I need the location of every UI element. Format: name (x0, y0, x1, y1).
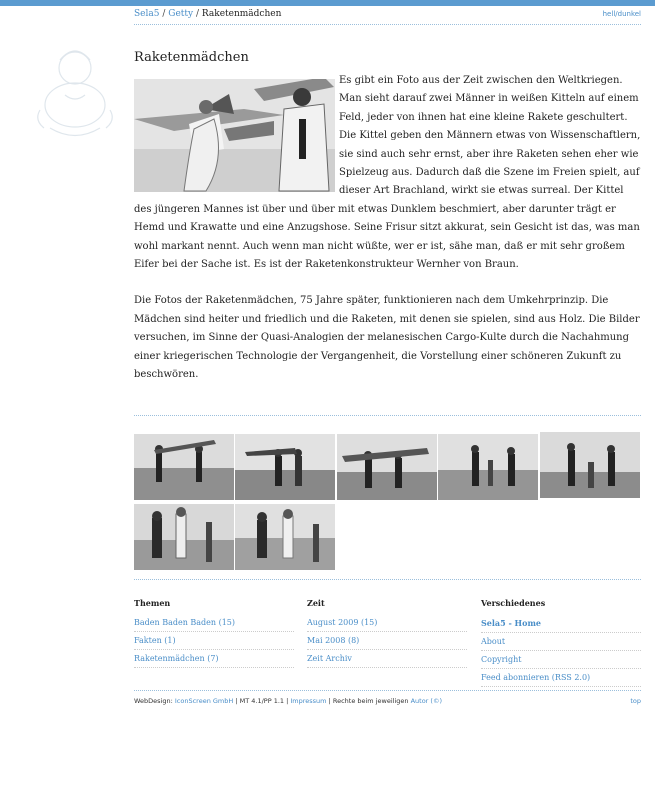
footer-link-baden-baden-baden[interactable] (134, 614, 294, 632)
gallery-thumbnail[interactable] (134, 434, 234, 500)
gallery-thumbnail[interactable] (438, 434, 538, 500)
divider (134, 690, 641, 691)
gallery-thumbnail[interactable] (540, 432, 640, 498)
site-footer (134, 697, 641, 705)
footer-top-link[interactable]: top (630, 697, 641, 705)
gallery-thumbnail[interactable] (337, 434, 437, 500)
theme-switch (603, 10, 641, 18)
footer-heading-verschiedenes: Verschiedenes (481, 598, 546, 608)
theme-dunkel-link[interactable]: dunkel (617, 10, 641, 18)
footer-mt-version: | MT 4.1/PP 1.1 | (235, 697, 289, 705)
footer-link-raketenmaedchen[interactable] (134, 650, 294, 668)
footer-heading-themen: Themen (134, 598, 171, 608)
gallery-thumbnail[interactable] (235, 434, 335, 500)
breadcrumb-separator: / (195, 9, 200, 19)
footer-impressum-link[interactable]: Impressum (290, 697, 327, 705)
footer-link-copyright[interactable] (481, 651, 641, 669)
footer-link-label[interactable]: Copyright (481, 655, 522, 664)
divider (134, 579, 641, 580)
theme-hell-link[interactable]: hell (602, 10, 616, 18)
footer-webdesign-label: WebDesign: (134, 697, 173, 705)
footer-link-label[interactable]: About (481, 637, 506, 646)
footer-autor-link[interactable]: Autor (©) (410, 697, 442, 705)
breadcrumb-getty[interactable]: Getty (168, 9, 194, 19)
breadcrumb (134, 9, 641, 25)
footer-link-label[interactable]: Raketenmädchen (7) (134, 654, 219, 663)
footer-heading-zeit: Zeit (307, 598, 325, 608)
article-paragraph-2: Die Fotos der Raketenmädchen, 75 Jahre später, funktionieren nach dem Umkehrprinzip. Die Mädchen sind heiter und friedlich und die Raketen, mit denen sie spielen, sind aus Holz. Die Bilder versuchen, im Sinne der Quasi-Analogien der melanesischen Cargo-Kulte durch die Nachahmung einer kriegerischen Technologie der Vergangenheit, die Vorstellung einer schöneren Zukunft zu beschwören. (134, 295, 640, 381)
footer-link-about[interactable] (481, 633, 641, 651)
article-paragraph-1: Es gibt ein Foto aus der Zeit zwischen den Weltkriegen. Man sieht darauf zwei Männer in weißen Kitteln auf einem Feld, jeder von ihnen hat eine kleine Rakete geschultert. Die Kittel geben den Männern etwas von Wissenschaftlern, sie sind auch sehr ernst, aber ihre Raketen sehen eher wie Spielzeug aus. Dadurch daß die Szene im Freien spielt, auf dieser Art Brachland, wirkt sie etwas surreal. Der Kittel des jüngeren Mannes ist über und über mit etwas Dunklem beschmiert, aber darunter trägt er Hemd und Krawatte und eine Anzugshose. Seine Frisur sitzt akkurat, sein Gesicht ist das, was man wohl markant nennt. Auch wenn man nicht wüßte, wer er ist, sähe man, daß er mit sehr großem Eifer bei der Sache ist. Es ist der Raketenkonstrukteur Wernher von Braun. (134, 75, 641, 271)
footer-column-verschiedenes (481, 598, 641, 687)
footer-link-label[interactable]: Baden Baden Baden (15) (134, 618, 236, 627)
theme-switch-separator: / (615, 10, 618, 18)
footer-link-label[interactable]: Zeit Archiv (307, 654, 352, 663)
gallery-thumbnail[interactable] (134, 504, 234, 570)
footer-column-themen (134, 598, 294, 668)
breadcrumb-current: Raketenmädchen (201, 9, 282, 19)
gallery-thumbnail[interactable] (235, 504, 335, 570)
footer-link-label[interactable]: Fakten (1) (134, 636, 176, 645)
footer-link-feed[interactable] (481, 669, 641, 687)
breadcrumb-sela5[interactable]: Sela5 (134, 9, 160, 19)
footer-link-august-2009[interactable] (307, 614, 467, 632)
footer-link-zeit-archiv[interactable] (307, 650, 467, 668)
footer-link-sela5-home[interactable] (481, 614, 641, 633)
footer-link-label[interactable]: Feed abonnieren (RSS 2.0) (481, 673, 591, 682)
divider (134, 415, 641, 416)
hero-photo[interactable] (134, 79, 335, 192)
footer-rights-text: | Rechte beim jeweiligen (328, 697, 409, 705)
footer-link-fakten[interactable] (134, 632, 294, 650)
footer-column-zeit (307, 598, 467, 668)
footer-link-label[interactable]: August 2009 (15) (307, 618, 378, 627)
footer-link-mai-2008[interactable] (307, 632, 467, 650)
page-title: Raketenmädchen (134, 50, 249, 65)
footer-link-label[interactable]: Mai 2008 (8) (307, 636, 360, 645)
site-logo (30, 40, 120, 150)
footer-webdesign-link[interactable]: IconScreen GmbH (174, 697, 234, 705)
footer-link-label[interactable]: Sela5 - Home (481, 618, 541, 628)
top-accent-bar (0, 0, 655, 6)
breadcrumb-separator: / (162, 9, 166, 19)
